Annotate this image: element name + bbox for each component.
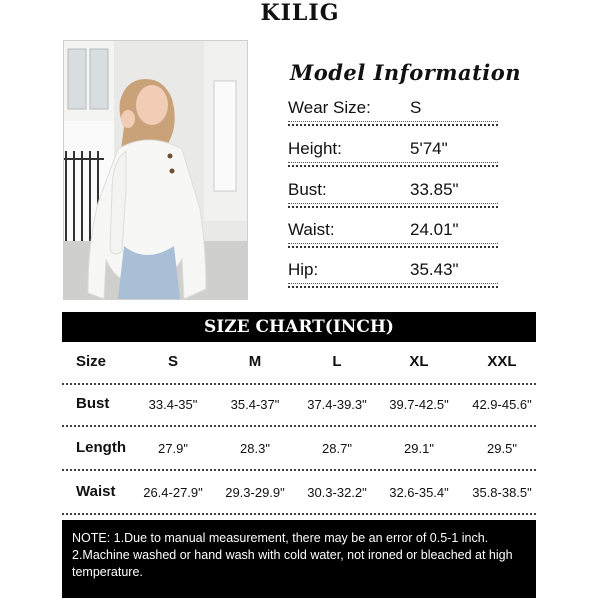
divider [288, 121, 498, 122]
model-row-wear-size [288, 92, 498, 126]
divider [62, 425, 536, 427]
table-cell: 28.3" [240, 441, 270, 456]
model-row-height [288, 133, 498, 167]
table-cell: 29.1" [404, 441, 434, 456]
model-row-bust [288, 174, 498, 208]
model-row-waist [288, 214, 498, 248]
divider [62, 513, 536, 515]
size-header-row [62, 345, 536, 385]
care-note [62, 520, 536, 598]
table-cell: 37.4-39.3" [307, 397, 367, 412]
size-header-cell: M [248, 353, 262, 370]
model-label: Waist: [288, 220, 335, 239]
row-label: Bust [76, 395, 110, 412]
model-value: 35.43" [410, 260, 459, 279]
size-header-cell: L [332, 353, 342, 370]
table-row [62, 431, 536, 471]
brand-title: KILIG [260, 0, 340, 26]
model-label: Wear Size: [288, 98, 371, 117]
table-cell: 27.9" [158, 441, 188, 456]
size-header-cell: S [167, 353, 178, 370]
model-value: 24.01" [410, 220, 459, 239]
model-photo [63, 40, 248, 300]
table-cell: 30.3-32.2" [307, 485, 367, 500]
model-value: 5'74" [410, 139, 448, 158]
table-cell: 28.7" [322, 441, 352, 456]
divider [288, 162, 498, 163]
model-label: Height: [288, 139, 342, 158]
size-header-label: Size [76, 353, 107, 370]
table-cell: 26.4-27.9" [143, 485, 203, 500]
divider [288, 243, 498, 244]
table-row [62, 475, 536, 515]
table-cell: 42.9-45.6" [472, 397, 532, 412]
row-label: Length [76, 439, 126, 456]
table-row [62, 387, 536, 427]
model-label: Bust: [288, 180, 327, 199]
model-row-hip [288, 254, 498, 288]
table-cell: 35.4-37" [230, 397, 280, 412]
row-label: Waist [76, 483, 116, 500]
size-header-cell: XL [409, 353, 429, 370]
table-cell: 33.4-35" [148, 397, 198, 412]
model-info-title: Model Information [290, 60, 522, 85]
divider [288, 165, 498, 167]
size-header-cell: XXL [487, 353, 517, 370]
size-chart-title: SIZE CHART(INCH) [62, 312, 536, 342]
note-line-1: NOTE: 1.Due to manual measurement, there may be an error of 0.5-1 inch. [72, 531, 489, 545]
model-label: Hip: [288, 260, 319, 279]
divider [62, 469, 536, 471]
divider [288, 206, 498, 208]
divider [62, 383, 536, 385]
table-cell: 32.6-35.4" [389, 485, 449, 500]
divider [288, 124, 498, 126]
note-line-2: 2.Machine washed or hand wash with cold water, not ironed or bleached at high temperature. [72, 548, 513, 579]
table-cell: 35.8-38.5" [472, 485, 532, 500]
table-cell: 29.5" [487, 441, 517, 456]
divider [288, 203, 498, 204]
table-cell: 29.3-29.9" [225, 485, 285, 500]
model-value: S [410, 98, 422, 117]
divider [288, 283, 498, 284]
table-cell: 39.7-42.5" [389, 397, 449, 412]
model-value: 33.85" [410, 180, 459, 199]
divider [288, 286, 498, 288]
divider [288, 246, 498, 248]
